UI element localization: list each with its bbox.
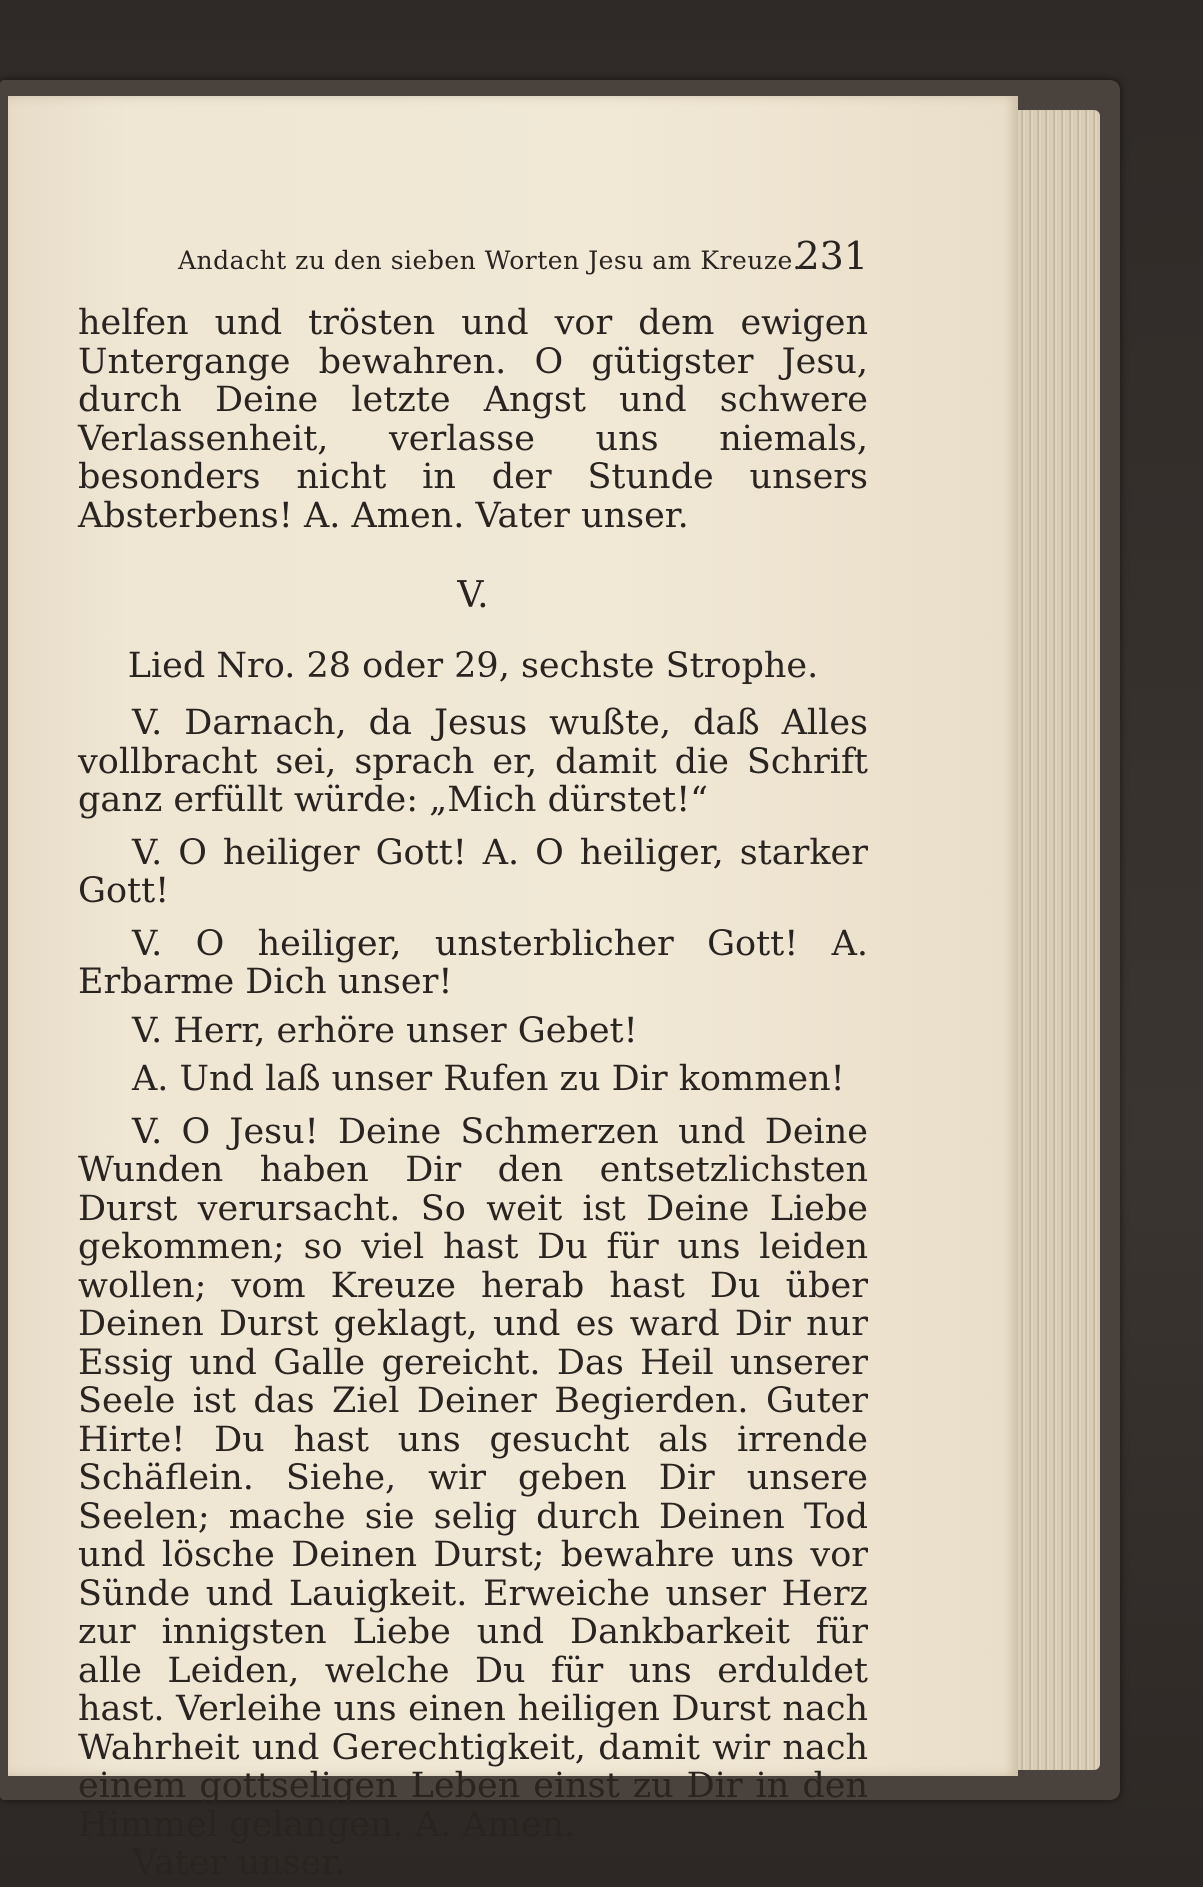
text-block bbox=[78, 232, 868, 1883]
section-numeral: V. bbox=[457, 575, 489, 616]
book-page bbox=[8, 96, 1018, 1883]
verse-5: A. Und laß unser Rufen zu Dir kommen! bbox=[132, 1059, 845, 1099]
closing-line: Vater unser. bbox=[132, 1843, 346, 1883]
running-title: Andacht zu den sieben Worten Jesu am Kreuze. bbox=[178, 246, 802, 275]
prayer-paragraph: V. O Jesu! Deine Schmerzen und Deine Wunden haben Dir den entsetzlichsten Durst verursacht. So weit ist Deine Liebe gekommen; so viel hast Du für uns leiden wollen; vom Kreuze herab hast Du über Deinen Durst geklagt, und es ward Dir nur Essig und Galle gereicht. Das Heil unserer Seele ist das Ziel Deiner Begierden. Guter Hirte! Du hast uns gesucht als irrende Schäflein. Siehe, wir geben Dir unsere Seelen; mache sie selig durch Deinen Tod und lösche Deinen Durst; bewahre uns vor Sünde und Lauigkeit. Erweiche unser Herz zur innigsten Liebe und Dankbarkeit für alle Leiden, welche Du für uns erduldet hast. Verleihe uns einen heiligen Durst nach Wahrheit und Gerechtigkeit, damit wir nach einem gottseligen Leben einst zu Dir in den Himmel gelangen. A. Amen. bbox=[78, 1111, 868, 1845]
verse-2: V. O heiliger Gott! A. O heiliger, starker Gott! bbox=[78, 832, 868, 911]
running-head bbox=[78, 232, 868, 282]
verse-4: V. Herr, erhöre unser Gebet! bbox=[132, 1010, 638, 1051]
verse-1: V. Darnach, da Jesus wußte, daß Alles vollbracht sei, sprach er, damit die Schrift ganz erfüllt würde: „Mich dürstet!“ bbox=[78, 703, 868, 820]
page-number: 231 bbox=[795, 234, 868, 278]
continuation-paragraph: helfen und trösten und vor dem ewigen Untergange bewahren. O gütigster Jesu, durch Deine letzte Angst und schwere Verlassenheit, verlasse uns niemals, besonders nicht in der Stunde unsers Absterbens! A. Amen. Vater unser. bbox=[78, 303, 868, 536]
page-edges bbox=[1010, 110, 1100, 1770]
hymn-reference: Lied Nro. 28 oder 29, sechste Strophe. bbox=[127, 646, 819, 686]
verse-3: V. O heiliger, unsterblicher Gott! A. Erbarme Dich unser! bbox=[78, 923, 868, 1002]
